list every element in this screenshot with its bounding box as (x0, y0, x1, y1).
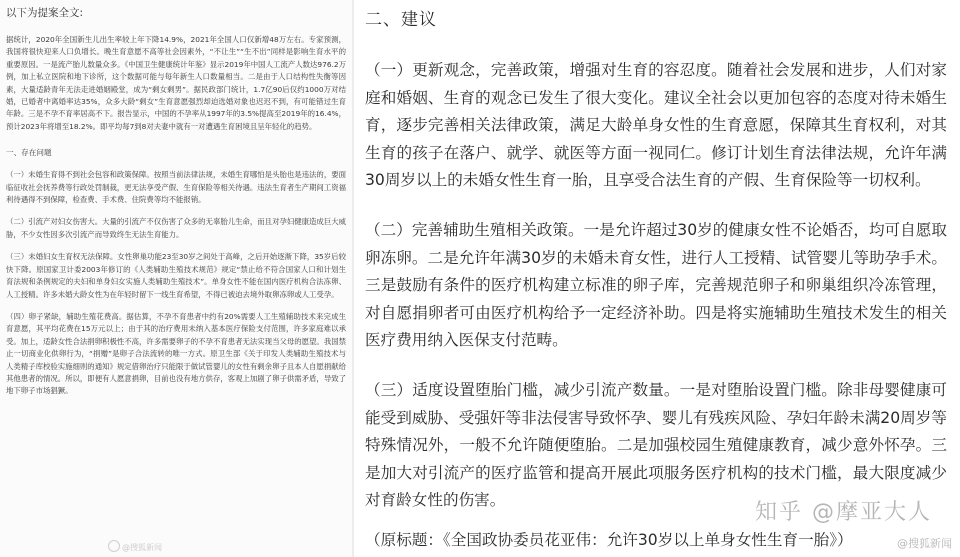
original-title-source: （原标题：《全国政协委员花亚伟：允许30岁以上单身女性生育一胎》） (365, 530, 853, 549)
sohu-logo-icon (108, 540, 120, 552)
right-article-body (365, 9, 947, 554)
problem-item-1: （一）未婚生育得不到社会包容和政策保障。按照当前法律法规，未婚生育哪怕是头胎也是违法的，要面临征收社会抚养费等行政处罚制裁，更无法享受产假、生育保险等相关待遇。违法生育者生产期间工资福利待遇得不到保障，检查费、手术费、住院费等均不能报销。 (6, 170, 346, 205)
right-article-panel (356, 0, 960, 557)
problem-item-4: （四）卵子紧缺，辅助生殖花费高。据估算，不孕不育患者中约有20%需要人工生殖辅助技术来完成生育意愿，其平均花费在15万元以上；由于其的治疗费用未纳入基本医疗保险支付范围，许多家庭难以承受。加上，适龄女性合法捐卵积极性不高，许多需要卵子的不孕不育患者无法实现当父母的愿望。我国禁止一切商业化供卵行为，“捐赠”是卵子合法流转的唯一方式。原卫生部《关于印发人类辅助生殖技术与人类精子库校验实施细则的通知》规定借卵治疗只能限于做试管婴儿的女性有剩余卵子且本人自愿捐献给其他患者的情况。所以，即便有人愿意捐卵，目前也没有地方供存，客观上加剧了卵子供需矛盾，导致了地下卵子市场猖獗。 (6, 311, 346, 396)
left-heading: 以下为提案全文: (6, 7, 84, 19)
panel-divider (352, 0, 354, 557)
sohu-watermark: @搜狐新闻 (897, 537, 952, 550)
problem-item-3: （三）未婚妇女生育权无法保障。女性卵巢功能23至30岁之间处于高峰，之后开始逐渐下降，35岁后较快下降。原国家卫计委2003年修订的《人类辅助生殖技术规范》规定“禁止给不符合国家人口和计划生育法规和条例规定的夫妇和单身妇女实施人类辅助生殖技术”。单身女性不能在国内医疗机构合法冻卵、人工授精。许多未婚大龄女性为在年轻时留下一线生育希望，不得已被迫去境外取卵冻卵或人工受孕。 (6, 252, 346, 299)
problem-item-2: （二）引流产对妇女伤害大。大量的引流产不仅伤害了众多的无辜胎儿生命，而且对孕妇健康造成巨大威胁，不少女性因多次引流产而导致终生无法生育能力。 (6, 217, 346, 239)
suggestion-3: （三）适度设置堕胎门槛，减少引流产数量。一是对堕胎设置门槛。除非母婴健康可能受到威胁、受强奸等非法侵害导致怀孕、婴儿有残疾风险、孕妇年龄未满20周岁等特殊情况外，一般不允许随便堕胎。二是加强校园生殖健康教育，减少意外怀孕。三是加大对引流产的医疗监管和提高开展此项服务医疗机构的技术门槛，最大限度减少对育龄女性的伤害。 (365, 380, 947, 510)
left-watermark-text: @搜狐新闻 (122, 543, 162, 552)
suggestions-heading: 二、建议 (365, 10, 437, 30)
suggestion-2: （二）完善辅助生殖相关政策。一是允许超过30岁的健康女性不论婚否，均可自愿取卵冻卵。二是允许年满30岁的未婚未育女性，进行人工授精、试管婴儿等助孕手术。三是鼓励有条件的医疗机构建立标准的卵子库，完善规范卵子和卵巢组织冷冻管理，对自愿捐卵者可由医疗机构给予一定经济补助。四是将实施辅助生殖技术发生的相关医疗费用纳入医保支付范畴。 (365, 220, 947, 350)
zhihu-watermark: 知乎 @摩亚大人 (755, 500, 932, 525)
intro-paragraph: 据统计，2020年全国新生儿出生率较上年下降14.9%，2021年全国人口仅新增48万左右。专家预测，我国将很快迎来人口负增长。晚生育意愿不高等社会因素外，“不让生”“生不出”同样是影响生育水平的重要原因。一是流产胎儿数量众多。《中国卫生健康统计年鉴》显示2019年中国人工流产人数达976.2万例，加上私立医院和地下诊所，这个数据可能与每年新生人口数量相当。二是由于人口结构性失衡等因素，大量适龄青年无法走进婚姻殿堂，成为“剩女剩男”。据民政部门统计，1.7亿90后仅约1000万对结婚，已婚者中离婚率达35%，众多大龄“剩女”生育意愿强烈却迫选婚对象也迟迟不到，有可能错过生育年龄。三是不孕不育率居高不下。报告显示，中国的不孕率从1997年的3.5%提高至2019年的16.4%，预计2023年将增至18.2%。即平均每7到8对夫妻中就有一对遭遇生育困境且呈年轻化的趋势。 (6, 35, 346, 131)
suggestion-1: （一）更新观念，完善政策，增强对生育的容忍度。随着社会发展和进步，人们对家庭和婚姻、生育的观念已发生了很大变化。建议全社会以更加包容的态度对待未婚生育，逐步完善相关法律政策，满足大龄单身女性的生育意愿，保障其生育权利，对其生育的孩子在落户、就学、就医等方面一视同仁。修订计划生育法律法规，允许年满30周岁以上的未婚女性生育一胎，且享受合法生育的产假、生育保险等一切权利。 (365, 61, 947, 190)
left-watermark (108, 540, 162, 553)
left-article-body (6, 6, 346, 398)
left-article-panel (0, 0, 352, 557)
section-title-problems: 一、存在问题 (6, 148, 52, 158)
